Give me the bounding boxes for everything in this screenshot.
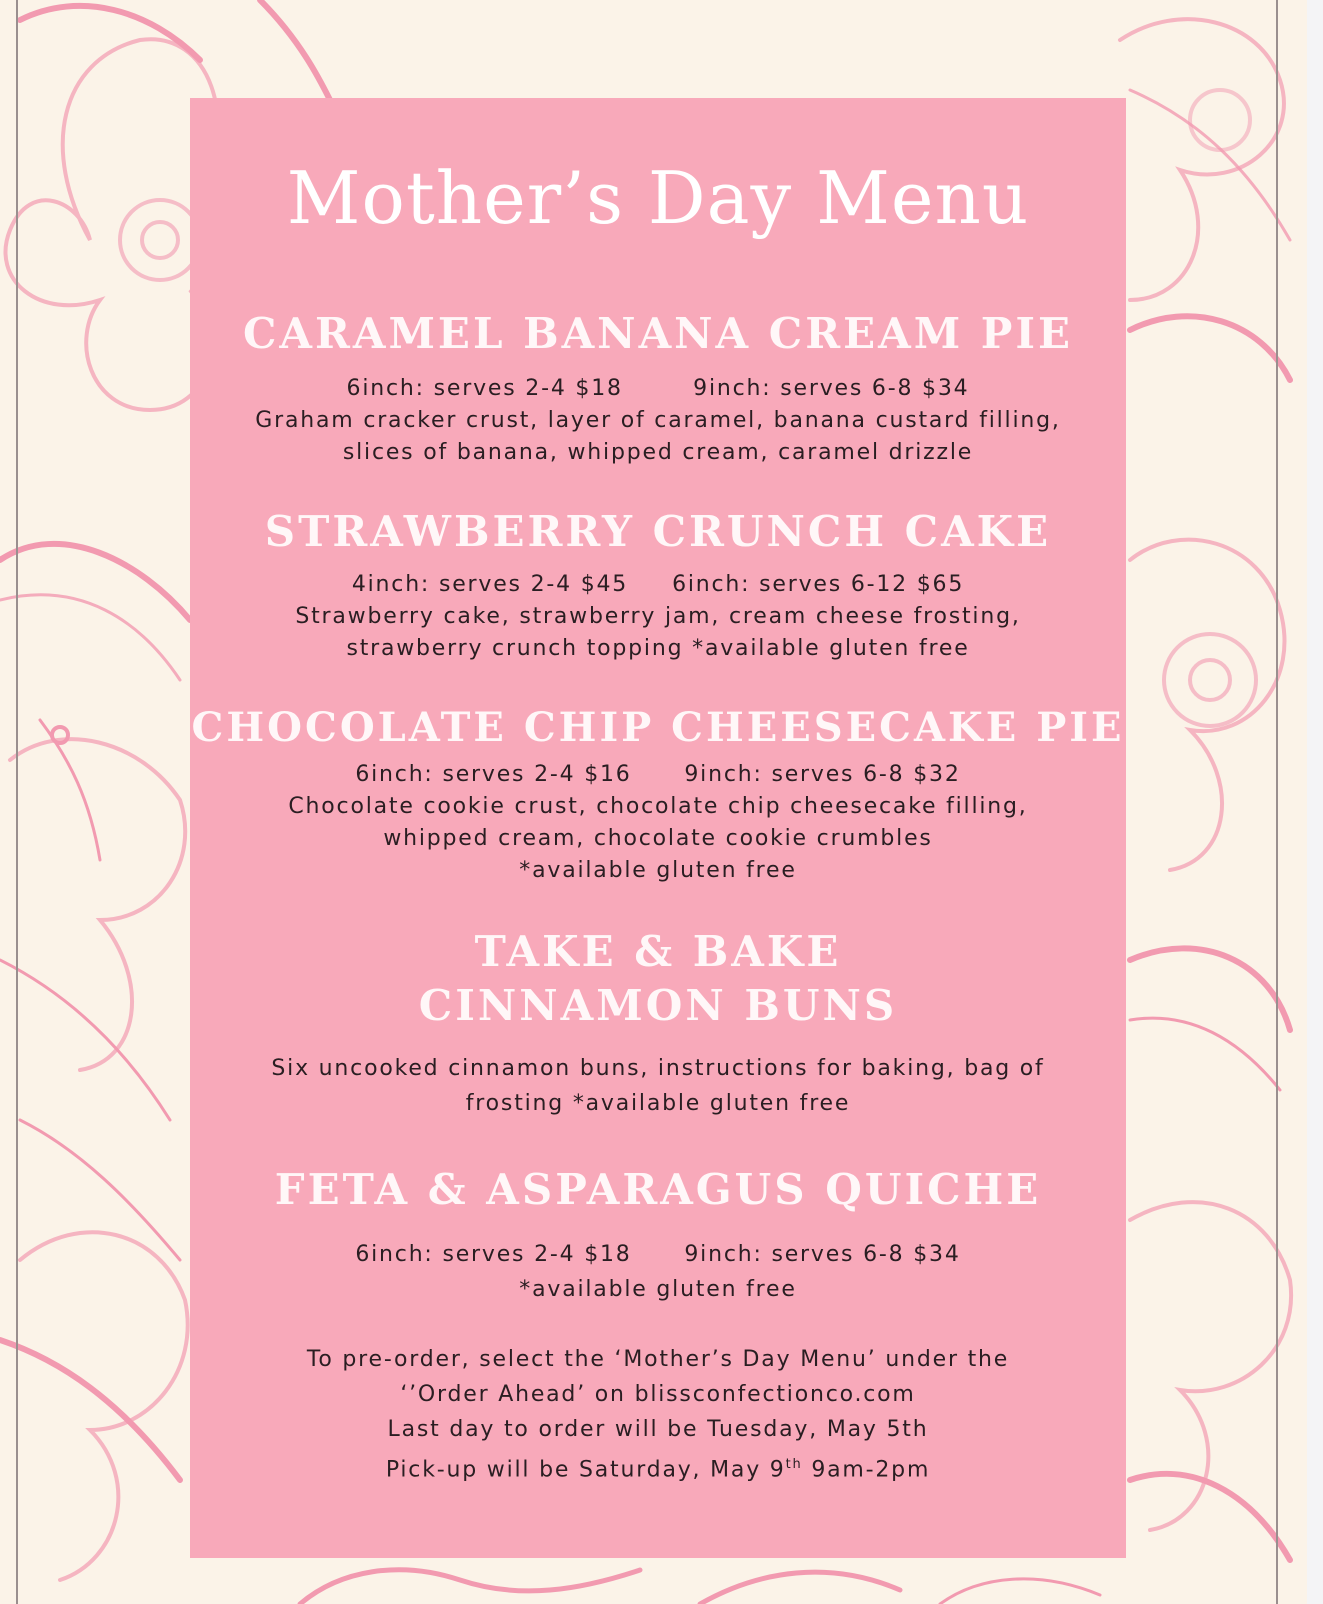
left-frame-line xyxy=(16,0,18,1604)
item-sizes: 6inch: serves 2-4 $18 9inch: serves 6-8 $34 xyxy=(346,376,970,401)
item-name: TAKE & BAKE xyxy=(474,927,842,976)
item-name: CINNAMON BUNS xyxy=(418,981,898,1030)
right-frame-line xyxy=(1276,0,1278,1604)
item-description: Strawberry cake, strawberry jam, cream cheese frosting, xyxy=(295,604,1021,629)
item-description: strawberry crunch topping *available gluten free xyxy=(346,636,970,661)
item-description: Six uncooked cinnamon buns, instructions for baking, bag of xyxy=(271,1056,1045,1081)
item-name: STRAWBERRY CRUNCH CAKE xyxy=(264,507,1052,556)
item-name: CARAMEL BANANA CREAM PIE xyxy=(242,309,1074,358)
pickup-info xyxy=(190,1448,1126,1486)
pickup-date-suffix: th xyxy=(785,1457,803,1472)
item-description: *available gluten free xyxy=(519,1277,797,1302)
item-description: Graham cracker crust, layer of caramel, banana custard filling, xyxy=(255,408,1061,433)
item-description: Chocolate cookie crust, chocolate chip cheesecake filling, xyxy=(288,794,1028,819)
item-description: *available gluten free xyxy=(519,858,797,883)
item-sizes: 6inch: serves 2-4 $18 9inch: serves 6-8 $34 xyxy=(355,1242,961,1267)
item-name: FETA & ASPARAGUS QUICHE xyxy=(274,1165,1042,1214)
item-sizes: 6inch: serves 2-4 $16 9inch: serves 6-8 $32 xyxy=(355,762,961,787)
order-instructions: ‘’Order Ahead’ on blissconfectionco.com xyxy=(400,1382,916,1407)
item-sizes: 4inch: serves 2-4 $45 6inch: serves 6-12 $65 xyxy=(351,572,965,597)
menu-title: Mother’s Day Menu xyxy=(286,156,1030,240)
right-edge-strip xyxy=(1307,0,1323,1604)
item-description: frosting *available gluten free xyxy=(465,1091,851,1116)
item-description: slices of banana, whipped cream, caramel drizzle xyxy=(342,440,974,465)
item-description: whipped cream, chocolate cookie crumbles xyxy=(383,826,933,851)
menu-panel xyxy=(190,98,1126,1558)
order-deadline: Last day to order will be Tuesday, May 5th xyxy=(387,1417,929,1442)
pickup-time: 9am-2pm xyxy=(802,1457,931,1483)
order-instructions: To pre-order, select the ‘Mother’s Day Menu’ under the xyxy=(306,1347,1010,1372)
item-name: CHOCOLATE CHIP CHEESECAKE PIE xyxy=(191,704,1125,751)
pickup-text: Pick-up will be Saturday, May 9 xyxy=(385,1457,786,1483)
